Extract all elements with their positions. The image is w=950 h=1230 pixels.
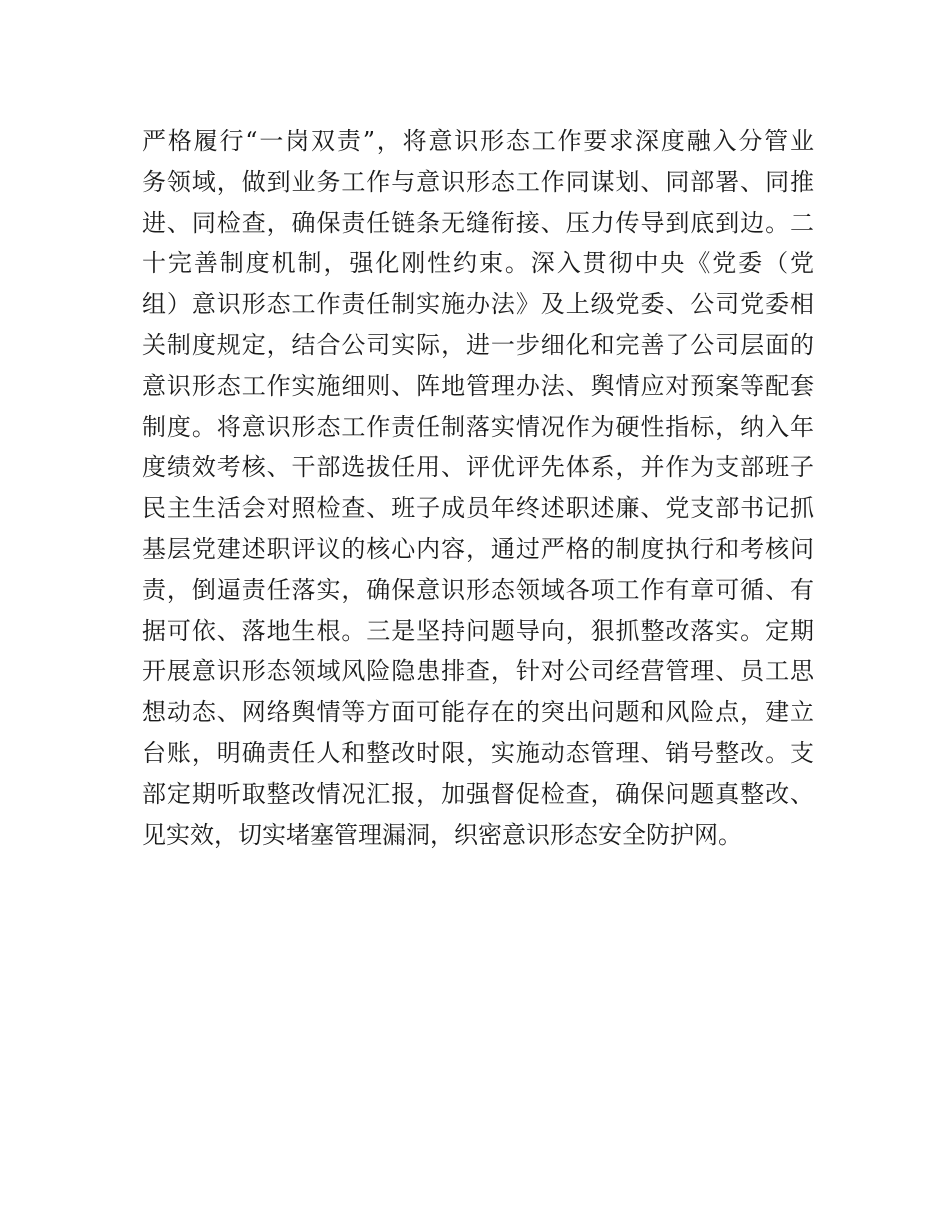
text-line: 开展意识形态领域风险隐患排查，针对公司经营管理、员工思 <box>142 657 814 686</box>
text-line: 意识形态工作实施细则、阵地管理办法、舆情应对预案等配套 <box>142 371 814 400</box>
text-line: 基层党建述职评议的核心内容，通过严格的制度执行和考核问 <box>142 534 814 563</box>
text-line: 民主生活会对照检查、班子成员年终述职述廉、党支部书记抓 <box>142 494 814 523</box>
text-line: 度绩效考核、干部选拔任用、评优评先体系，并作为支部班子 <box>142 453 814 482</box>
text-line: 据可依、落地生根。三是坚持问题导向，狠抓整改落实。定期 <box>142 616 814 645</box>
text-line: 关制度规定，结合公司实际，进一步细化和完善了公司层面的 <box>142 330 814 359</box>
text-line: 部定期听取整改情况汇报，加强督促检查，确保问题真整改、 <box>142 779 814 808</box>
text-line: 制度。将意识形态工作责任制落实情况作为硬性指标，纳入年 <box>142 412 814 441</box>
body-paragraph <box>142 121 814 855</box>
text-line: 想动态、网络舆情等方面可能存在的突出问题和风险点，建立 <box>142 698 814 727</box>
text-line: 严格履行“一岗双责”，将意识形态工作要求深度融入分管业 <box>142 127 814 155</box>
text-line: 务领域，做到业务工作与意识形态工作同谋划、同部署、同推 <box>142 167 814 196</box>
text-line: 责，倒逼责任落实，确保意识形态领域各项工作有章可循、有 <box>142 575 814 604</box>
text-line: 见实效，切实堵塞管理漏洞，织密意识形态安全防护网。 <box>142 820 742 849</box>
text-line: 组）意识形态工作责任制实施办法》及上级党委、公司党委相 <box>142 290 814 319</box>
text-line: 进、同检查，确保责任链条无缝衔接、压力传导到底到边。二 <box>142 208 814 237</box>
text-line: 十完善制度机制，强化刚性约束。深入贯彻中央《党委（党 <box>142 249 814 278</box>
text-line: 台账，明确责任人和整改时限，实施动态管理、销号整改。支 <box>142 738 814 767</box>
